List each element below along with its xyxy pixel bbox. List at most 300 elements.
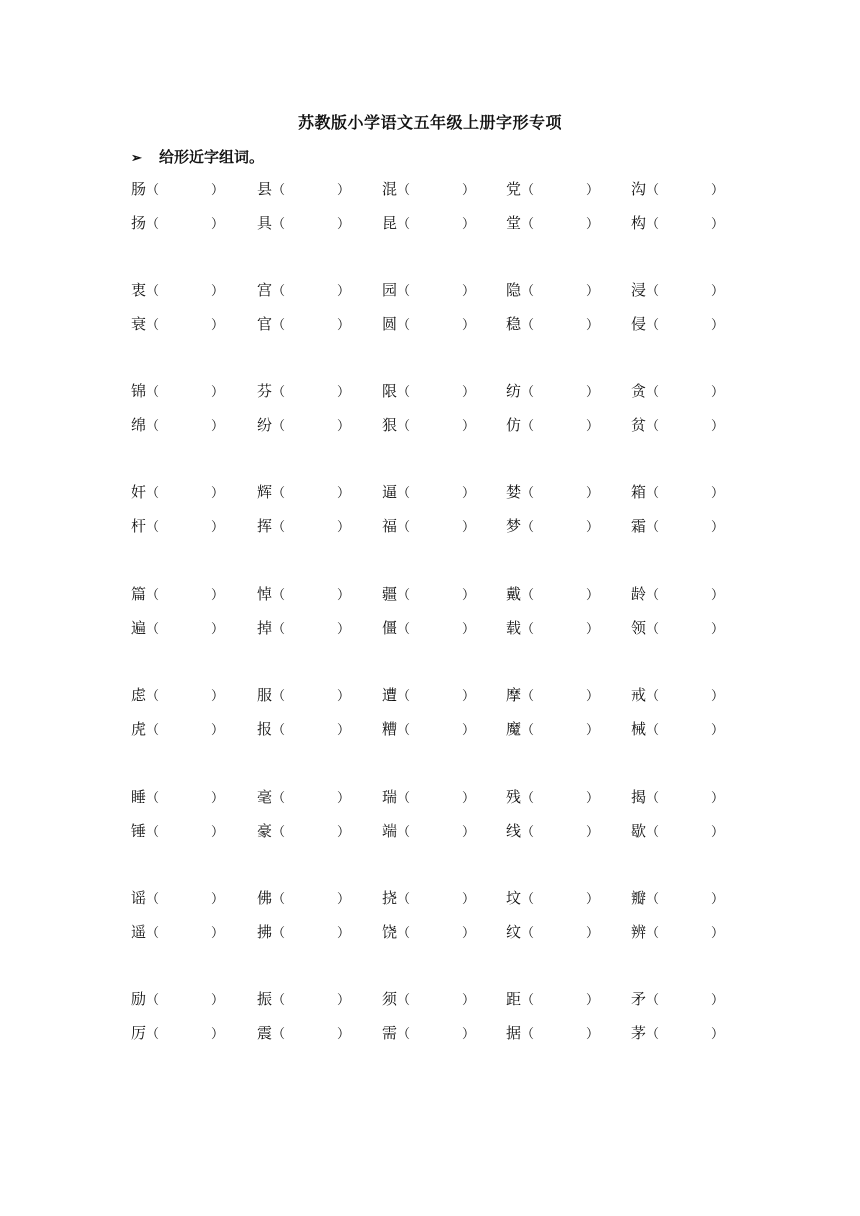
paren-close: ） bbox=[337, 318, 351, 333]
character: 沟 bbox=[631, 180, 647, 198]
word-blank-item bbox=[382, 212, 475, 233]
character: 坟 bbox=[506, 889, 522, 907]
character: 福 bbox=[382, 517, 398, 535]
paren-open: （ bbox=[521, 284, 535, 299]
word-blank-item bbox=[506, 820, 599, 841]
word-blank-item bbox=[382, 515, 475, 536]
word-blank-item bbox=[131, 178, 224, 199]
character: 歇 bbox=[631, 822, 647, 840]
word-blank-item bbox=[257, 380, 350, 401]
paren-close: ） bbox=[462, 723, 476, 738]
paren-close: ） bbox=[586, 622, 600, 637]
paren-close: ） bbox=[462, 588, 476, 603]
word-blank-item bbox=[506, 786, 599, 807]
character: 构 bbox=[631, 214, 647, 232]
char-pair-group bbox=[131, 178, 741, 246]
word-blank-item bbox=[631, 684, 724, 705]
paren-open: （ bbox=[397, 385, 411, 400]
character: 揭 bbox=[631, 788, 647, 806]
word-blank-item bbox=[131, 820, 224, 841]
char-row bbox=[131, 279, 741, 313]
word-blank-item bbox=[631, 921, 724, 942]
paren-close: ） bbox=[337, 791, 351, 806]
word-blank-item bbox=[257, 786, 350, 807]
paren-close: ） bbox=[586, 385, 600, 400]
character: 堂 bbox=[506, 214, 522, 232]
word-blank-item bbox=[631, 380, 724, 401]
word-blank-item bbox=[257, 515, 350, 536]
paren-close: ） bbox=[462, 892, 476, 907]
character: 仿 bbox=[506, 416, 522, 434]
paren-close: ） bbox=[711, 723, 725, 738]
paren-open: （ bbox=[272, 284, 286, 299]
character: 械 bbox=[631, 720, 647, 738]
character: 辉 bbox=[257, 483, 273, 501]
character: 虑 bbox=[131, 686, 147, 704]
character: 须 bbox=[382, 990, 398, 1008]
word-blank-item bbox=[382, 684, 475, 705]
character: 饶 bbox=[382, 923, 398, 941]
paren-open: （ bbox=[521, 520, 535, 535]
paren-close: ） bbox=[337, 183, 351, 198]
character: 励 bbox=[131, 990, 147, 1008]
paren-open: （ bbox=[646, 825, 660, 840]
word-blank-item bbox=[631, 820, 724, 841]
word-blank-item bbox=[382, 887, 475, 908]
paren-open: （ bbox=[146, 791, 160, 806]
page-title: 苏教版小学语文五年级上册字形专项 bbox=[297, 113, 562, 132]
character: 辨 bbox=[631, 923, 647, 941]
paren-open: （ bbox=[646, 689, 660, 704]
word-blank-item bbox=[631, 481, 724, 502]
paren-open: （ bbox=[146, 284, 160, 299]
paren-open: （ bbox=[646, 520, 660, 535]
paren-close: ） bbox=[337, 217, 351, 232]
paren-open: （ bbox=[272, 1027, 286, 1042]
word-blank-item bbox=[382, 414, 475, 435]
word-blank-item bbox=[257, 988, 350, 1009]
word-blank-item bbox=[382, 786, 475, 807]
char-row bbox=[131, 481, 741, 515]
paren-open: （ bbox=[397, 183, 411, 198]
character: 残 bbox=[506, 788, 522, 806]
paren-open: （ bbox=[272, 520, 286, 535]
word-blank-item bbox=[506, 178, 599, 199]
char-pair-group bbox=[131, 887, 741, 955]
word-blank-item bbox=[631, 414, 724, 435]
paren-open: （ bbox=[146, 892, 160, 907]
paren-open: （ bbox=[521, 1027, 535, 1042]
paren-close: ） bbox=[337, 993, 351, 1008]
character: 贫 bbox=[631, 416, 647, 434]
word-blank-item bbox=[257, 684, 350, 705]
word-blank-item bbox=[382, 718, 475, 739]
paren-close: ） bbox=[462, 486, 476, 501]
paren-open: （ bbox=[521, 217, 535, 232]
paren-close: ） bbox=[586, 892, 600, 907]
instruction-line bbox=[131, 146, 264, 167]
word-blank-item bbox=[506, 718, 599, 739]
paren-open: （ bbox=[146, 419, 160, 434]
paren-close: ） bbox=[711, 825, 725, 840]
character: 疆 bbox=[382, 585, 398, 603]
paren-close: ） bbox=[711, 520, 725, 535]
word-blank-item bbox=[506, 414, 599, 435]
character: 衰 bbox=[131, 315, 147, 333]
character: 矛 bbox=[631, 990, 647, 1008]
character: 挠 bbox=[382, 889, 398, 907]
paren-open: （ bbox=[397, 520, 411, 535]
character: 芬 bbox=[257, 382, 273, 400]
character: 悼 bbox=[257, 585, 273, 603]
word-blank-item bbox=[631, 583, 724, 604]
char-row bbox=[131, 820, 741, 854]
character: 拂 bbox=[257, 923, 273, 941]
character: 线 bbox=[506, 822, 522, 840]
character: 摩 bbox=[506, 686, 522, 704]
character: 谣 bbox=[131, 889, 147, 907]
paren-open: （ bbox=[146, 486, 160, 501]
paren-open: （ bbox=[272, 385, 286, 400]
character: 龄 bbox=[631, 585, 647, 603]
character: 锤 bbox=[131, 822, 147, 840]
paren-open: （ bbox=[397, 318, 411, 333]
character: 隐 bbox=[506, 281, 522, 299]
paren-close: ） bbox=[337, 926, 351, 941]
character: 纺 bbox=[506, 382, 522, 400]
char-row bbox=[131, 380, 741, 414]
paren-open: （ bbox=[272, 723, 286, 738]
word-blank-item bbox=[131, 921, 224, 942]
character: 稳 bbox=[506, 315, 522, 333]
paren-open: （ bbox=[521, 486, 535, 501]
paren-open: （ bbox=[397, 284, 411, 299]
word-blank-item bbox=[382, 380, 475, 401]
character: 振 bbox=[257, 990, 273, 1008]
word-blank-item bbox=[131, 279, 224, 300]
paren-close: ） bbox=[711, 217, 725, 232]
paren-close: ） bbox=[337, 486, 351, 501]
char-row bbox=[131, 178, 741, 212]
character: 僵 bbox=[382, 619, 398, 637]
character: 篇 bbox=[131, 585, 147, 603]
character: 豪 bbox=[257, 822, 273, 840]
paren-close: ） bbox=[462, 520, 476, 535]
char-row bbox=[131, 786, 741, 820]
paren-open: （ bbox=[397, 825, 411, 840]
char-row bbox=[131, 313, 741, 347]
paren-open: （ bbox=[397, 622, 411, 637]
character: 距 bbox=[506, 990, 522, 1008]
character: 肠 bbox=[131, 180, 147, 198]
paren-open: （ bbox=[646, 419, 660, 434]
word-blank-item bbox=[131, 583, 224, 604]
word-blank-item bbox=[131, 414, 224, 435]
paren-open: （ bbox=[146, 217, 160, 232]
paren-open: （ bbox=[521, 993, 535, 1008]
character: 虎 bbox=[131, 720, 147, 738]
character: 霜 bbox=[631, 517, 647, 535]
paren-close: ） bbox=[337, 689, 351, 704]
paren-close: ） bbox=[211, 825, 225, 840]
character: 睡 bbox=[131, 788, 147, 806]
paren-close: ） bbox=[586, 520, 600, 535]
paren-open: （ bbox=[521, 825, 535, 840]
character: 昆 bbox=[382, 214, 398, 232]
paren-open: （ bbox=[521, 791, 535, 806]
paren-close: ） bbox=[711, 1027, 725, 1042]
char-pair-group bbox=[131, 583, 741, 651]
character: 载 bbox=[506, 619, 522, 637]
paren-close: ） bbox=[462, 1027, 476, 1042]
char-row bbox=[131, 887, 741, 921]
paren-open: （ bbox=[146, 183, 160, 198]
character: 据 bbox=[506, 1024, 522, 1042]
paren-open: （ bbox=[397, 419, 411, 434]
char-row bbox=[131, 718, 741, 752]
character: 具 bbox=[257, 214, 273, 232]
paren-close: ） bbox=[211, 1027, 225, 1042]
paren-close: ） bbox=[711, 183, 725, 198]
character: 侵 bbox=[631, 315, 647, 333]
character: 报 bbox=[257, 720, 273, 738]
paren-open: （ bbox=[521, 419, 535, 434]
word-blank-item bbox=[382, 988, 475, 1009]
paren-open: （ bbox=[521, 385, 535, 400]
word-blank-item bbox=[506, 313, 599, 334]
word-blank-item bbox=[631, 178, 724, 199]
character: 领 bbox=[631, 619, 647, 637]
word-blank-item bbox=[131, 684, 224, 705]
word-blank-item bbox=[506, 988, 599, 1009]
character: 纹 bbox=[506, 923, 522, 941]
character: 绵 bbox=[131, 416, 147, 434]
word-blank-item bbox=[506, 921, 599, 942]
word-blank-item bbox=[631, 988, 724, 1009]
character: 遭 bbox=[382, 686, 398, 704]
word-blank-item bbox=[631, 1022, 724, 1043]
paren-close: ） bbox=[586, 588, 600, 603]
paren-close: ） bbox=[211, 318, 225, 333]
paren-close: ） bbox=[586, 993, 600, 1008]
paren-close: ） bbox=[211, 284, 225, 299]
word-blank-item bbox=[631, 786, 724, 807]
word-blank-item bbox=[131, 786, 224, 807]
character: 限 bbox=[382, 382, 398, 400]
character: 遥 bbox=[131, 923, 147, 941]
paren-open: （ bbox=[146, 825, 160, 840]
word-blank-item bbox=[131, 887, 224, 908]
paren-open: （ bbox=[272, 622, 286, 637]
word-blank-item bbox=[257, 414, 350, 435]
paren-close: ） bbox=[462, 183, 476, 198]
paren-close: ） bbox=[711, 385, 725, 400]
paren-open: （ bbox=[272, 419, 286, 434]
word-blank-item bbox=[382, 921, 475, 942]
char-pair-group bbox=[131, 684, 741, 752]
char-pair-group bbox=[131, 279, 741, 347]
paren-open: （ bbox=[272, 825, 286, 840]
paren-close: ） bbox=[337, 588, 351, 603]
paren-close: ） bbox=[462, 622, 476, 637]
word-blank-item bbox=[382, 617, 475, 638]
paren-close: ） bbox=[711, 419, 725, 434]
paren-close: ） bbox=[211, 993, 225, 1008]
word-blank-item bbox=[257, 178, 350, 199]
character: 佛 bbox=[257, 889, 273, 907]
paren-open: （ bbox=[272, 588, 286, 603]
word-blank-item bbox=[257, 279, 350, 300]
word-blank-item bbox=[506, 380, 599, 401]
character: 纷 bbox=[257, 416, 273, 434]
paren-close: ） bbox=[462, 825, 476, 840]
paren-open: （ bbox=[521, 892, 535, 907]
paren-close: ） bbox=[711, 318, 725, 333]
paren-close: ） bbox=[337, 385, 351, 400]
paren-open: （ bbox=[646, 183, 660, 198]
paren-open: （ bbox=[397, 791, 411, 806]
char-pair-group bbox=[131, 786, 741, 854]
paren-close: ） bbox=[711, 993, 725, 1008]
word-blank-item bbox=[631, 515, 724, 536]
word-blank-item bbox=[257, 887, 350, 908]
paren-close: ） bbox=[337, 1027, 351, 1042]
character: 瓣 bbox=[631, 889, 647, 907]
paren-close: ） bbox=[211, 385, 225, 400]
paren-close: ） bbox=[462, 284, 476, 299]
character: 杆 bbox=[131, 517, 147, 535]
word-blank-item bbox=[257, 820, 350, 841]
word-blank-item bbox=[506, 617, 599, 638]
char-pair-group bbox=[131, 481, 741, 549]
word-blank-item bbox=[631, 887, 724, 908]
word-blank-item bbox=[506, 212, 599, 233]
character: 宫 bbox=[257, 281, 273, 299]
paren-close: ） bbox=[211, 486, 225, 501]
paren-close: ） bbox=[586, 825, 600, 840]
character: 婪 bbox=[506, 483, 522, 501]
word-blank-item bbox=[382, 178, 475, 199]
word-blank-item bbox=[382, 279, 475, 300]
paren-close: ） bbox=[337, 892, 351, 907]
word-blank-item bbox=[506, 887, 599, 908]
paren-close: ） bbox=[211, 892, 225, 907]
paren-open: （ bbox=[146, 926, 160, 941]
paren-close: ） bbox=[711, 791, 725, 806]
paren-open: （ bbox=[397, 892, 411, 907]
paren-close: ） bbox=[211, 588, 225, 603]
character: 梦 bbox=[506, 517, 522, 535]
paren-close: ） bbox=[711, 622, 725, 637]
char-row bbox=[131, 988, 741, 1022]
word-blank-item bbox=[257, 617, 350, 638]
paren-close: ） bbox=[462, 217, 476, 232]
paren-open: （ bbox=[146, 622, 160, 637]
character: 扬 bbox=[131, 214, 147, 232]
paren-close: ） bbox=[711, 284, 725, 299]
paren-close: ） bbox=[211, 520, 225, 535]
paren-open: （ bbox=[646, 993, 660, 1008]
paren-close: ） bbox=[711, 689, 725, 704]
char-row bbox=[131, 583, 741, 617]
paren-open: （ bbox=[272, 486, 286, 501]
character: 瑞 bbox=[382, 788, 398, 806]
paren-open: （ bbox=[272, 217, 286, 232]
paren-close: ） bbox=[211, 723, 225, 738]
paren-open: （ bbox=[646, 622, 660, 637]
paren-open: （ bbox=[646, 926, 660, 941]
word-blank-item bbox=[506, 583, 599, 604]
paren-close: ） bbox=[211, 622, 225, 637]
paren-close: ） bbox=[211, 689, 225, 704]
paren-open: （ bbox=[272, 791, 286, 806]
char-row bbox=[131, 617, 741, 651]
paren-open: （ bbox=[521, 689, 535, 704]
paren-close: ） bbox=[337, 419, 351, 434]
character: 魔 bbox=[506, 720, 522, 738]
paren-open: （ bbox=[272, 926, 286, 941]
char-row bbox=[131, 684, 741, 718]
paren-close: ） bbox=[462, 791, 476, 806]
paren-close: ） bbox=[211, 791, 225, 806]
paren-close: ） bbox=[586, 791, 600, 806]
arrow-bullet-icon: ➢ bbox=[131, 151, 142, 166]
paren-close: ） bbox=[337, 825, 351, 840]
word-blank-item bbox=[257, 1022, 350, 1043]
word-blank-item bbox=[257, 921, 350, 942]
paren-close: ） bbox=[586, 217, 600, 232]
word-blank-item bbox=[131, 380, 224, 401]
paren-close: ） bbox=[586, 689, 600, 704]
word-blank-item bbox=[131, 515, 224, 536]
character: 厉 bbox=[131, 1024, 147, 1042]
paren-close: ） bbox=[337, 622, 351, 637]
paren-close: ） bbox=[586, 419, 600, 434]
paren-close: ） bbox=[586, 926, 600, 941]
paren-open: （ bbox=[146, 318, 160, 333]
character: 浸 bbox=[631, 281, 647, 299]
paren-open: （ bbox=[397, 588, 411, 603]
paren-open: （ bbox=[646, 385, 660, 400]
paren-open: （ bbox=[521, 588, 535, 603]
paren-close: ） bbox=[337, 520, 351, 535]
character: 党 bbox=[506, 180, 522, 198]
word-blank-item bbox=[257, 212, 350, 233]
paren-close: ） bbox=[211, 217, 225, 232]
character: 园 bbox=[382, 281, 398, 299]
paren-close: ） bbox=[586, 284, 600, 299]
character: 狠 bbox=[382, 416, 398, 434]
word-blank-item bbox=[382, 481, 475, 502]
paren-open: （ bbox=[646, 791, 660, 806]
character: 圆 bbox=[382, 315, 398, 333]
paren-open: （ bbox=[146, 689, 160, 704]
character: 逼 bbox=[382, 483, 398, 501]
paren-open: （ bbox=[646, 318, 660, 333]
paren-open: （ bbox=[646, 217, 660, 232]
character: 锦 bbox=[131, 382, 147, 400]
paren-close: ） bbox=[711, 486, 725, 501]
paren-close: ） bbox=[586, 723, 600, 738]
char-pair-group bbox=[131, 380, 741, 448]
word-blank-item bbox=[131, 617, 224, 638]
character: 糟 bbox=[382, 720, 398, 738]
paren-open: （ bbox=[397, 723, 411, 738]
paren-close: ） bbox=[462, 926, 476, 941]
paren-close: ） bbox=[337, 723, 351, 738]
character: 戴 bbox=[506, 585, 522, 603]
character: 箱 bbox=[631, 483, 647, 501]
